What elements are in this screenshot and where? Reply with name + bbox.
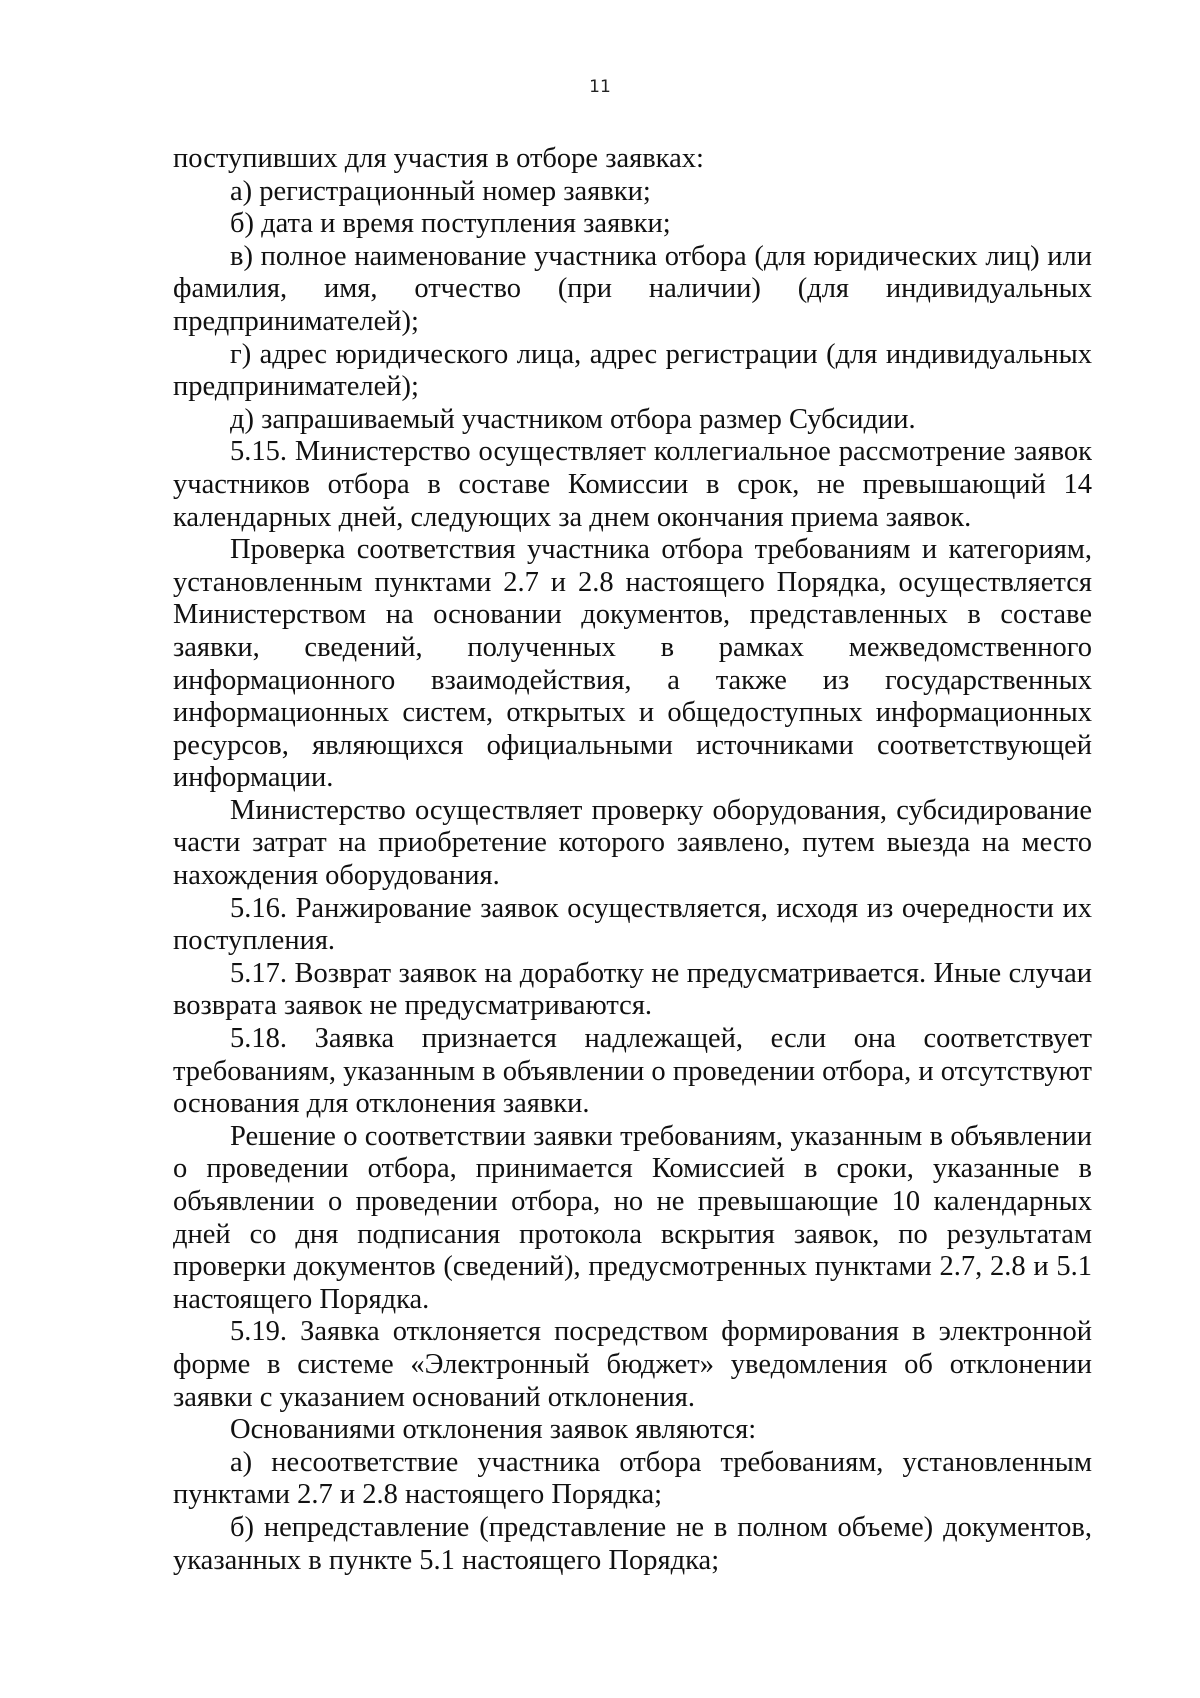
document-body <box>173 143 1092 1577</box>
paragraph-equipment-check: Министерство осуществляет проверку оборудования, субсидирование части затрат на приобретение которого заявлено, путем выезда на место нахождения оборудования. <box>173 794 1092 892</box>
list-item-d: д) запрашиваемый участником отбора размер Субсидии. <box>230 403 916 435</box>
clause-5-18: 5.18. Заявка признается надлежащей, если она соответствует требованиям, указанным в объявлении о проведении отбора, и отсутствуют основания для отклонения заявки. <box>173 1023 1092 1120</box>
rejection-item-b: б) непредставление (представление не в полном объеме) документов, указанных в пункте 5.1 настоящего Порядка; <box>173 1511 1092 1576</box>
paragraph-decision: Решение о соответствии заявки требованиям, указанным в объявлении о проведении отбора, принимается Комиссией в сроки, указанные в объявлении о проведении отбора, но не превышающие 10 календарных дней со дня подписания протокола вскрытия заявок, по результатам проверки документов (сведений), предусмотренных пунктами 2.7, 2.8 и 5.1 настоящего Порядка. <box>173 1120 1092 1315</box>
rejection-item-a: а) несоответствие участника отбора требованиям, установленным пунктами 2.7 и 2.8 настоящего Порядка; <box>173 1446 1092 1511</box>
paragraph-continuation: поступивших для участия в отборе заявках: <box>173 143 704 174</box>
clause-5-17: 5.17. Возврат заявок на доработку не предусматривается. Иные случаи возврата заявок не предусматриваются. <box>173 957 1092 1022</box>
paragraph-rejection-grounds: Основаниями отклонения заявок являются: <box>230 1414 757 1446</box>
list-item-v: в) полное наименование участника отбора (для юридических лиц) или фамилия, имя, отчество (при наличии) (для индивидуальных предпринимателей); <box>173 240 1092 337</box>
list-item-g: г) адрес юридического лица, адрес регистрации (для индивидуальных предпринимателей); <box>173 338 1092 403</box>
paragraph-verification: Проверка соответствия участника отбора требованиям и категориям, установленным пунктами 2.7 и 2.8 настоящего Порядка, осуществляется Министерством на основании документов, представленных в составе заявки, сведений, полученных в рамках межведомственного информационного взаимодействия, а также из государственных информационных систем, открытых и общедоступных информационных ресурсов, являющихся официальными источниками соответствующей информации. <box>173 534 1092 794</box>
clause-5-16: 5.16. Ранжирование заявок осуществляется, исходя из очередности их поступления. <box>173 892 1092 957</box>
list-item-b: б) дата и время поступления заявки; <box>230 208 671 240</box>
list-item-a: а) регистрационный номер заявки; <box>230 175 651 207</box>
page-number: 11 <box>589 77 611 97</box>
clause-5-15: 5.15. Министерство осуществляет коллегиальное рассмотрение заявок участников отбора в составе Комиссии в срок, не превышающий 14 календарных дней, следующих за днем окончания приема заявок. <box>173 436 1092 533</box>
clause-5-19: 5.19. Заявка отклоняется посредством формирования в электронной форме в системе «Электронный бюджет» уведомления об отклонении заявки с указанием оснований отклонения. <box>173 1316 1092 1413</box>
